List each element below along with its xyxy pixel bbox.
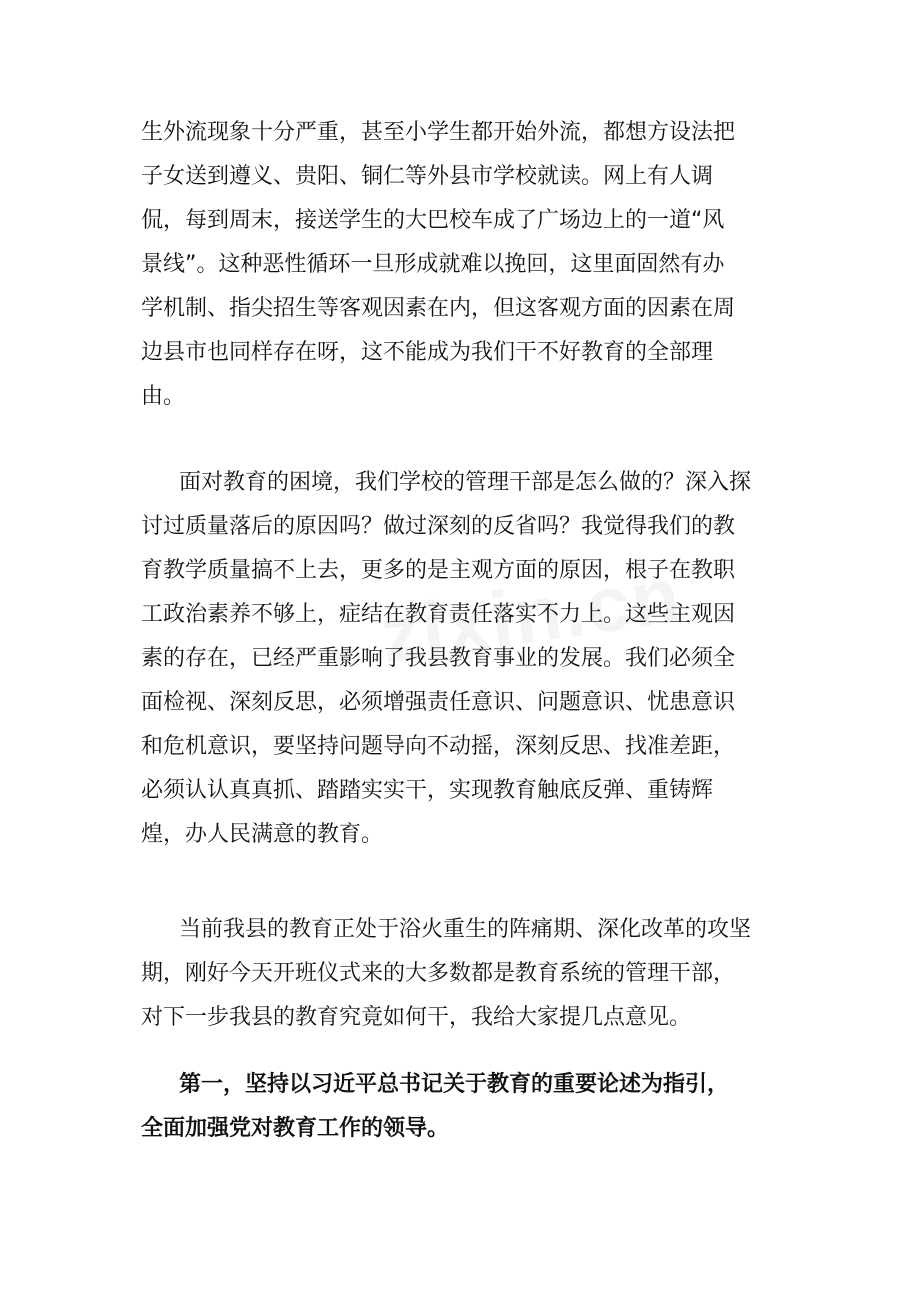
paragraph-line: 和危机意识，要坚持问题导向不动摇，深刻反思、找准差距， xyxy=(141,734,736,759)
paragraph-line: 面检视、深刻反思，必须增强责任意识、问题意识、忧患意识 xyxy=(141,690,736,715)
paragraph-line: 讨过质量落后的原因吗？做过深刻的反省吗？我觉得我们的教 xyxy=(141,514,736,539)
paragraph-line: 学机制、指尖招生等客观因素在内，但这客观方面的因素在周 xyxy=(141,296,736,321)
paragraph-line: 对下一步我县的教育究竟如何干，我给大家提几点意见。 xyxy=(141,1005,692,1030)
heading-line: 第一，坚持以习近平总书记关于教育的重要论述为指引， xyxy=(179,1072,730,1097)
paragraph-line: 子女送到遵义、贵阳、铜仁等外县市学校就读。网上有人调 xyxy=(141,164,714,189)
paragraph-line: 生外流现象十分严重，甚至小学生都开始外流，都想方设法把 xyxy=(141,120,736,145)
paragraph-line: 素的存在，已经严重影响了我县教育事业的发展。我们必须全 xyxy=(141,646,736,671)
paragraph-line: 边县市也同样存在呀，这不能成为我们干不好教育的全部理 xyxy=(141,340,714,365)
paragraph-line: 煌，办人民满意的教育。 xyxy=(141,822,384,847)
paragraph-line: 面对教育的困境，我们学校的管理干部是怎么做的？深入探 xyxy=(179,470,752,495)
paragraph-line: 当前我县的教育正处于浴火重生的阵痛期、深化改革的攻坚 xyxy=(179,917,752,942)
heading-line: 全面加强党对教育工作的领导。 xyxy=(141,1116,450,1141)
paragraph-line: 育教学质量搞不上去，更多的是主观方面的原因，根子在教职 xyxy=(141,558,736,583)
paragraph-line: 必须认认真真抓、踏踏实实干，实现教育触底反弹、重铸辉 xyxy=(141,778,714,803)
paragraph-line: 工政治素养不够上，症结在教育责任落实不力上。这些主观因 xyxy=(141,602,736,627)
paragraph-line: 侃，每到周末，接送学生的大巴校车成了广场边上的一道“风 xyxy=(141,208,725,233)
paragraph-line: 由。 xyxy=(141,384,186,409)
paragraph-line: 期，刚好今天开班仪式来的大多数都是教育系统的管理干部， xyxy=(141,961,736,986)
paragraph-line: 景线”。这种恶性循环一旦形成就难以挽回，这里面固然有办 xyxy=(141,252,725,277)
